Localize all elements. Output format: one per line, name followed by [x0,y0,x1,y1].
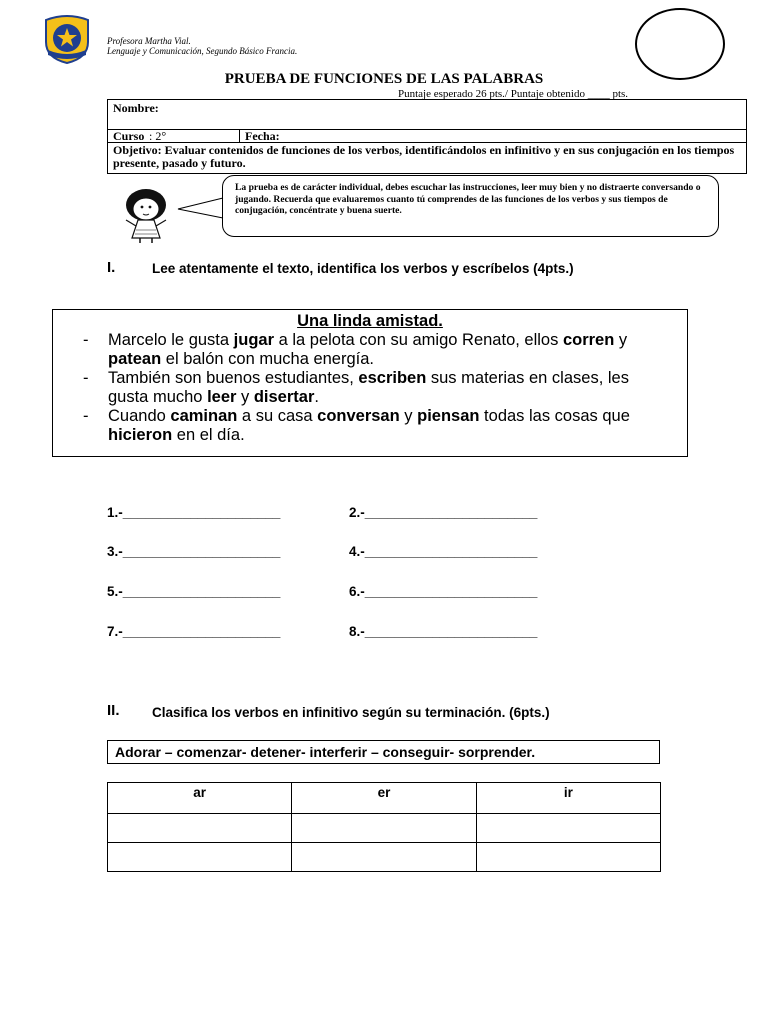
section-1-number: I. [107,259,116,276]
story-text: También son buenos estudiantes, [108,369,359,387]
classification-table [107,782,661,872]
answer-blank-2[interactable]: 2.-_______________________ [349,505,538,520]
story-line-1 [83,331,673,369]
section-2-instruction: Clasifica los verbos en infinitivo según su terminación. (6pts.) [152,705,550,720]
course-label: Curso [113,129,145,143]
grade-circle [635,8,725,80]
table-row [108,814,661,843]
answer-blank-4[interactable]: 4.-_______________________ [349,544,538,559]
story-text: Marcelo le gusta [108,331,234,349]
answer-blank-1[interactable]: 1.-_____________________ [107,505,281,520]
answer-cell[interactable] [292,814,476,843]
answer-cell[interactable] [108,843,292,872]
story-box [52,309,688,457]
instructions-bubble: La prueba es de carácter individual, debes escuchar las instrucciones, leer muy bien y no distraerte conversando o jugando. Recuerda que evaluaremos cuanto tú comprendes de las funciones de los verbos y sus tiempos de conjugación, concéntrate y buena suerte. [222,175,719,237]
story-verb: patean [108,350,162,368]
answer-cell[interactable] [292,843,476,872]
bullet-dash: - [83,369,89,387]
speech-bubble-tail [176,196,226,220]
story-verb: corren [562,331,615,349]
bullet-dash: - [83,407,89,425]
objective-row: Objetivo: Evaluar contenidos de funciones de los verbos, identificándolos en infinitivo y en sus conjugación en los tiempos presente, pasado y futuro. [113,143,735,170]
story-text: todas las cosas que [479,407,630,425]
cell-divider [239,130,240,142]
answer-cell[interactable] [476,843,660,872]
column-er: er [292,783,476,814]
section-2-number: II. [107,702,120,719]
table-header-row [108,783,661,814]
bullet-dash: - [83,331,89,349]
answer-blank-8[interactable]: 8.-_______________________ [349,624,538,639]
story-text: en el día. [172,426,245,444]
story-verb: disertar [253,388,315,406]
story-verb: conversan [317,407,400,425]
story-verb: piensan [417,407,480,425]
school-logo [40,14,94,64]
score-line: Puntaje esperado 26 pts./ Puntaje obtenido ____ pts. [398,88,629,100]
answer-blank-6[interactable]: 6.-_______________________ [349,584,538,599]
verbs-list-box: Adorar – comenzar- detener- interferir – conseguir- sorprender. [107,740,660,764]
story-text: a la pelota con su amigo Renato, ellos [274,331,563,349]
story-verb: hicieron [108,426,173,444]
page-title: PRUEBA DE FUNCIONES DE LAS PALABRAS [224,71,544,87]
story-verb: jugar [233,331,274,349]
story-text: Cuando [108,407,171,425]
course-date-row [108,130,746,143]
answer-blank-5[interactable]: 5.-_____________________ [107,584,281,599]
course-value: : 2° [149,129,167,143]
story-lines [83,331,673,445]
story-line-2 [83,369,673,407]
answer-blank-3[interactable]: 3.-_____________________ [107,544,281,559]
story-verb: escriben [358,369,427,387]
teacher-name: Profesora Martha Vial. [107,36,191,46]
table-row [108,843,661,872]
answer-cell[interactable] [476,814,660,843]
answer-cell[interactable] [108,814,292,843]
date-label: Fecha: [245,129,280,143]
story-line-3 [83,407,673,445]
story-title: Una linda amistad. [297,312,443,330]
story-verb: leer [207,388,237,406]
answer-blank-7[interactable]: 7.-_____________________ [107,624,281,639]
name-label: Nombre: [113,101,159,115]
story-text: el balón con mucha energía. [161,350,374,368]
section-1-instruction: Lee atentamente el texto, identifica los verbos y escríbelos (4pts.) [152,261,574,276]
course-name: Lenguaje y Comunicación, Segundo Básico Francia. [107,46,298,56]
story-verb: caminan [170,407,238,425]
student-info-table [107,99,747,174]
story-text: sus materias en clases, les gusta mucho [108,369,629,406]
story-text: a su casa [237,407,318,425]
story-text: y [236,388,254,406]
column-ar: ar [108,783,292,814]
column-ir: ir [476,783,660,814]
teacher-info [107,36,297,56]
mascot-illustration [118,186,178,244]
story-text: y [614,331,628,349]
story-text: y [399,407,418,425]
story-text: . [314,388,319,406]
name-row [108,100,746,130]
